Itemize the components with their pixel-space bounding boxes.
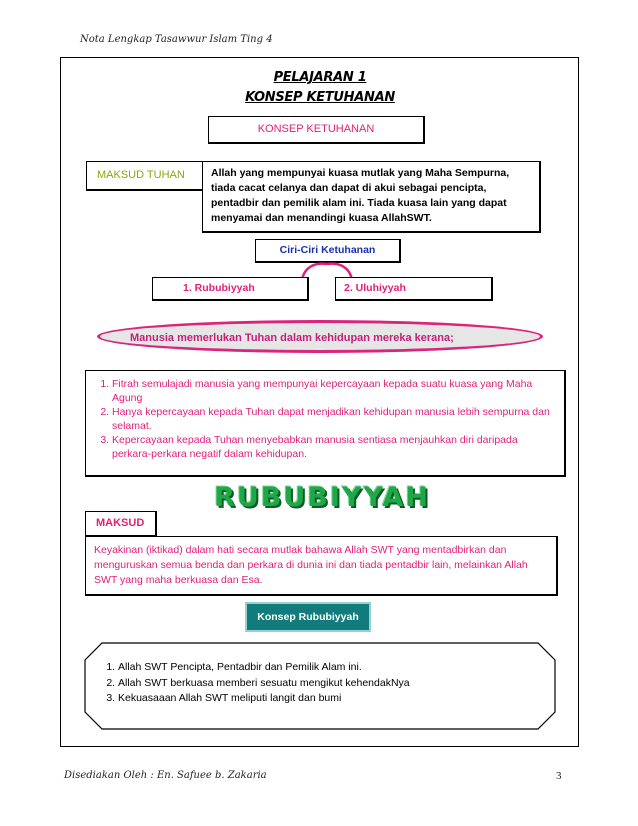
reason-item: 3. Kepercayaan kepada Tuhan menyebabkan manusia sentiasa menjauhkan diri daripada perkara-perkara negatif dalam kehidupan. <box>112 433 556 461</box>
maksud-label: MAKSUD <box>85 511 157 537</box>
reason-item: 2. Hanya kepercayaan kepada Tuhan dapat menjadikan kehidupan manusia lebih sempurna dan selamat. <box>112 405 556 433</box>
lesson-number: PELAJARAN 1 <box>273 70 367 85</box>
need-for-god-oval: Manusia memerlukan Tuhan dalam kehidupan mereka kerana; <box>97 320 543 353</box>
konsep-ketuhanan-box: KONSEP KETUHANAN <box>208 116 425 144</box>
page-number: 3 <box>556 770 562 782</box>
page-title: KONSEP KETUHANAN <box>245 90 395 105</box>
reason-item: 1. Fitrah semulajadi manusia yang mempunyai kepercayaan kepada suatu kuasa yang Maha Agung <box>112 377 556 405</box>
maksud-tuhan-label: MAKSUD TUHAN <box>86 161 204 191</box>
maksud-definition: Keyakinan (iktikad) dalam hati secara mutlak bahawa Allah SWT yang mentadbirkan dan menguruskan semua benda dan perkara di dunia ini dan tiada pentadbir lain, melainkan Allah SWT yang maha berkuasa dan Esa. <box>85 536 558 596</box>
running-header: Nota Lengkap Tasawwur Islam Ting 4 <box>80 34 273 45</box>
konsep-item: 2. Allah SWT berkuasa memberi sesuatu mengikut kehendakNya <box>118 676 542 692</box>
konsep-item: 3. Kekuasaaan Allah SWT meliputi langit dan bumi <box>118 691 542 707</box>
uluhiyyah-box: 2. Uluhiyyah <box>335 277 493 301</box>
prepared-by: Disediakan Oleh : En. Safuee b. Zakaria <box>64 770 267 781</box>
ciri-ketuhanan-box: Ciri-Ciri Ketuhanan <box>255 239 401 263</box>
reasons-list-box <box>85 370 566 477</box>
rububiyyah-box: 1. Rububiyyah <box>152 277 309 301</box>
konsep-items <box>92 660 542 707</box>
konsep-item: 1. Allah SWT Pencipta, Pentadbir dan Pemilik Alam ini. <box>118 660 542 676</box>
maksud-tuhan-definition: Allah yang mempunyai kuasa mutlak yang Maha Sempurna, tiada cacat celanya dan dapat di akui sebagai pencipta, pentadbir dan pemilik alam ini. Tiada kuasa lain yang dapat menyamai dan menandingi kuasa AllahSWT. <box>202 161 541 233</box>
konsep-rububiyyah-box: Konsep Rububiyyah <box>245 602 371 632</box>
rububiyyah-heading: RUBUBIYYAH <box>214 482 430 513</box>
